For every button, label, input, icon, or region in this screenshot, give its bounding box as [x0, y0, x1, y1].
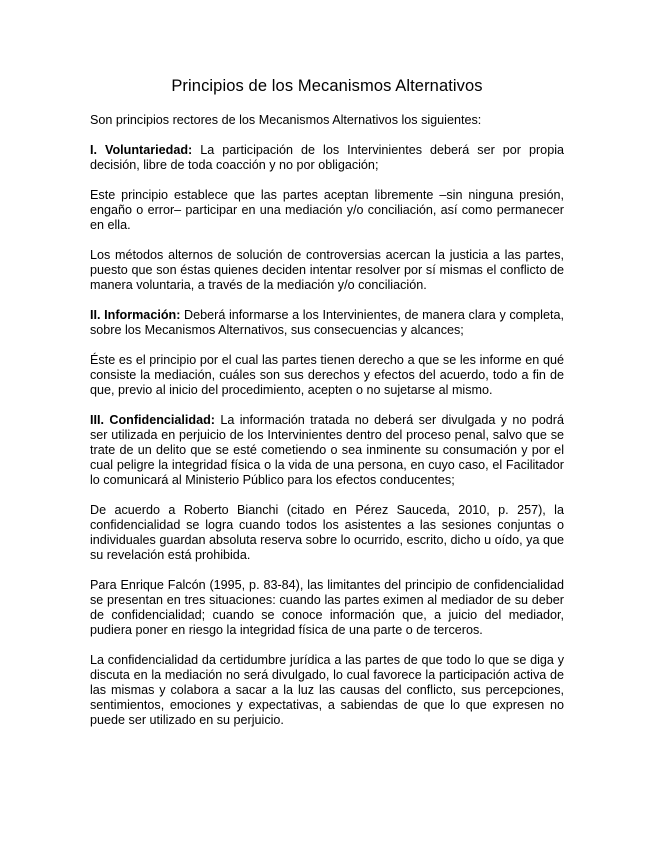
paragraph-informacion-explanation [90, 353, 564, 398]
paragraph-text: La confidencialidad da certidumbre jurídica a las partes de que todo lo que se diga y discuta en la mediación no será divulgado, lo cual favorece la participación activa de las mismas y colabora a sacar a la luz las causas del conflicto, sus percepciones, sentimientos, emociones y expectativas, a sabiendas de que lo que expresen no puede ser utilizado en su perjuicio. [90, 653, 564, 727]
paragraph-text: Este principio establece que las partes aceptan libremente –sin ninguna presión, engaño o error– participar en una mediación y/o conciliación, así como permanecer en ella. [90, 188, 564, 232]
paragraph-confidencialidad [90, 413, 564, 488]
paragraph-certidumbre [90, 653, 564, 728]
paragraph-bianchi-citation [90, 503, 564, 563]
paragraph-informacion [90, 308, 564, 338]
paragraph-text: De acuerdo a Roberto Bianchi (citado en Pérez Sauceda, 2010, p. 257), la confidencialidad se logra cuando todos los asistentes a las sesiones conjuntas o individuales guardan absoluta reserva sobre lo ocurrido, escrito, dicho u oído, ya que su revelación está prohibida. [90, 503, 564, 562]
principle-heading-informacion: II. Información: [90, 308, 181, 322]
document-page [90, 76, 564, 743]
principle-heading-voluntariedad: I. Voluntariedad: [90, 143, 193, 157]
paragraph-voluntariedad [90, 143, 564, 173]
paragraph-metodos-alternos [90, 248, 564, 293]
paragraph-text: La información tratada no deberá ser divulgada y no podrá ser utilizada en perjuicio de los Intervinientes dentro del proceso penal, salvo que se trate de un delito que se esté cometiendo o sea inminente su consumación y por el cual peligre la integridad física o la vida de una persona, en cuyo caso, el Facilitador lo comunicará al Ministerio Público para los efectos conducentes; [90, 413, 564, 487]
intro-paragraph: Son principios rectores de los Mecanismos Alternativos los siguientes: [90, 113, 482, 127]
paragraph-voluntariedad-explanation [90, 188, 564, 233]
paragraph-text: Deberá informarse a los Intervinientes, de manera clara y completa, sobre los Mecanismos Alternativos, sus consecuencias y alcances; [90, 308, 564, 337]
paragraph-text: La participación de los Intervinientes deberá ser por propia decisión, libre de toda coacción y no por obligación; [90, 143, 564, 172]
paragraph-text: Para Enrique Falcón (1995, p. 83-84), las limitantes del principio de confidencialidad se presentan en tres situaciones: cuando las partes eximen al mediador de su deber de confidencialidad; cuando se conoce información que, a juicio del mediador, pudiera poner en riesgo la integridad física de una parte o de terceros. [90, 578, 564, 637]
document-title: Principios de los Mecanismos Alternativos [171, 77, 483, 95]
paragraph-text: Éste es el principio por el cual las partes tienen derecho a que se les informe en qué consiste la mediación, cuáles son sus derechos y efectos del acuerdo, todo a fin de que, previo al inicio del procedimiento, acepten o no sujetarse al mismo. [90, 353, 564, 397]
paragraph-text: Los métodos alternos de solución de controversias acercan la justicia a las partes, puesto que son éstas quienes deciden intentar resolver por sí mismas el conflicto de manera voluntaria, a través de la mediación y/o conciliación. [90, 248, 564, 292]
paragraph-falcon-citation [90, 578, 564, 638]
principle-heading-confidencialidad: III. Confidencialidad: [90, 413, 215, 427]
